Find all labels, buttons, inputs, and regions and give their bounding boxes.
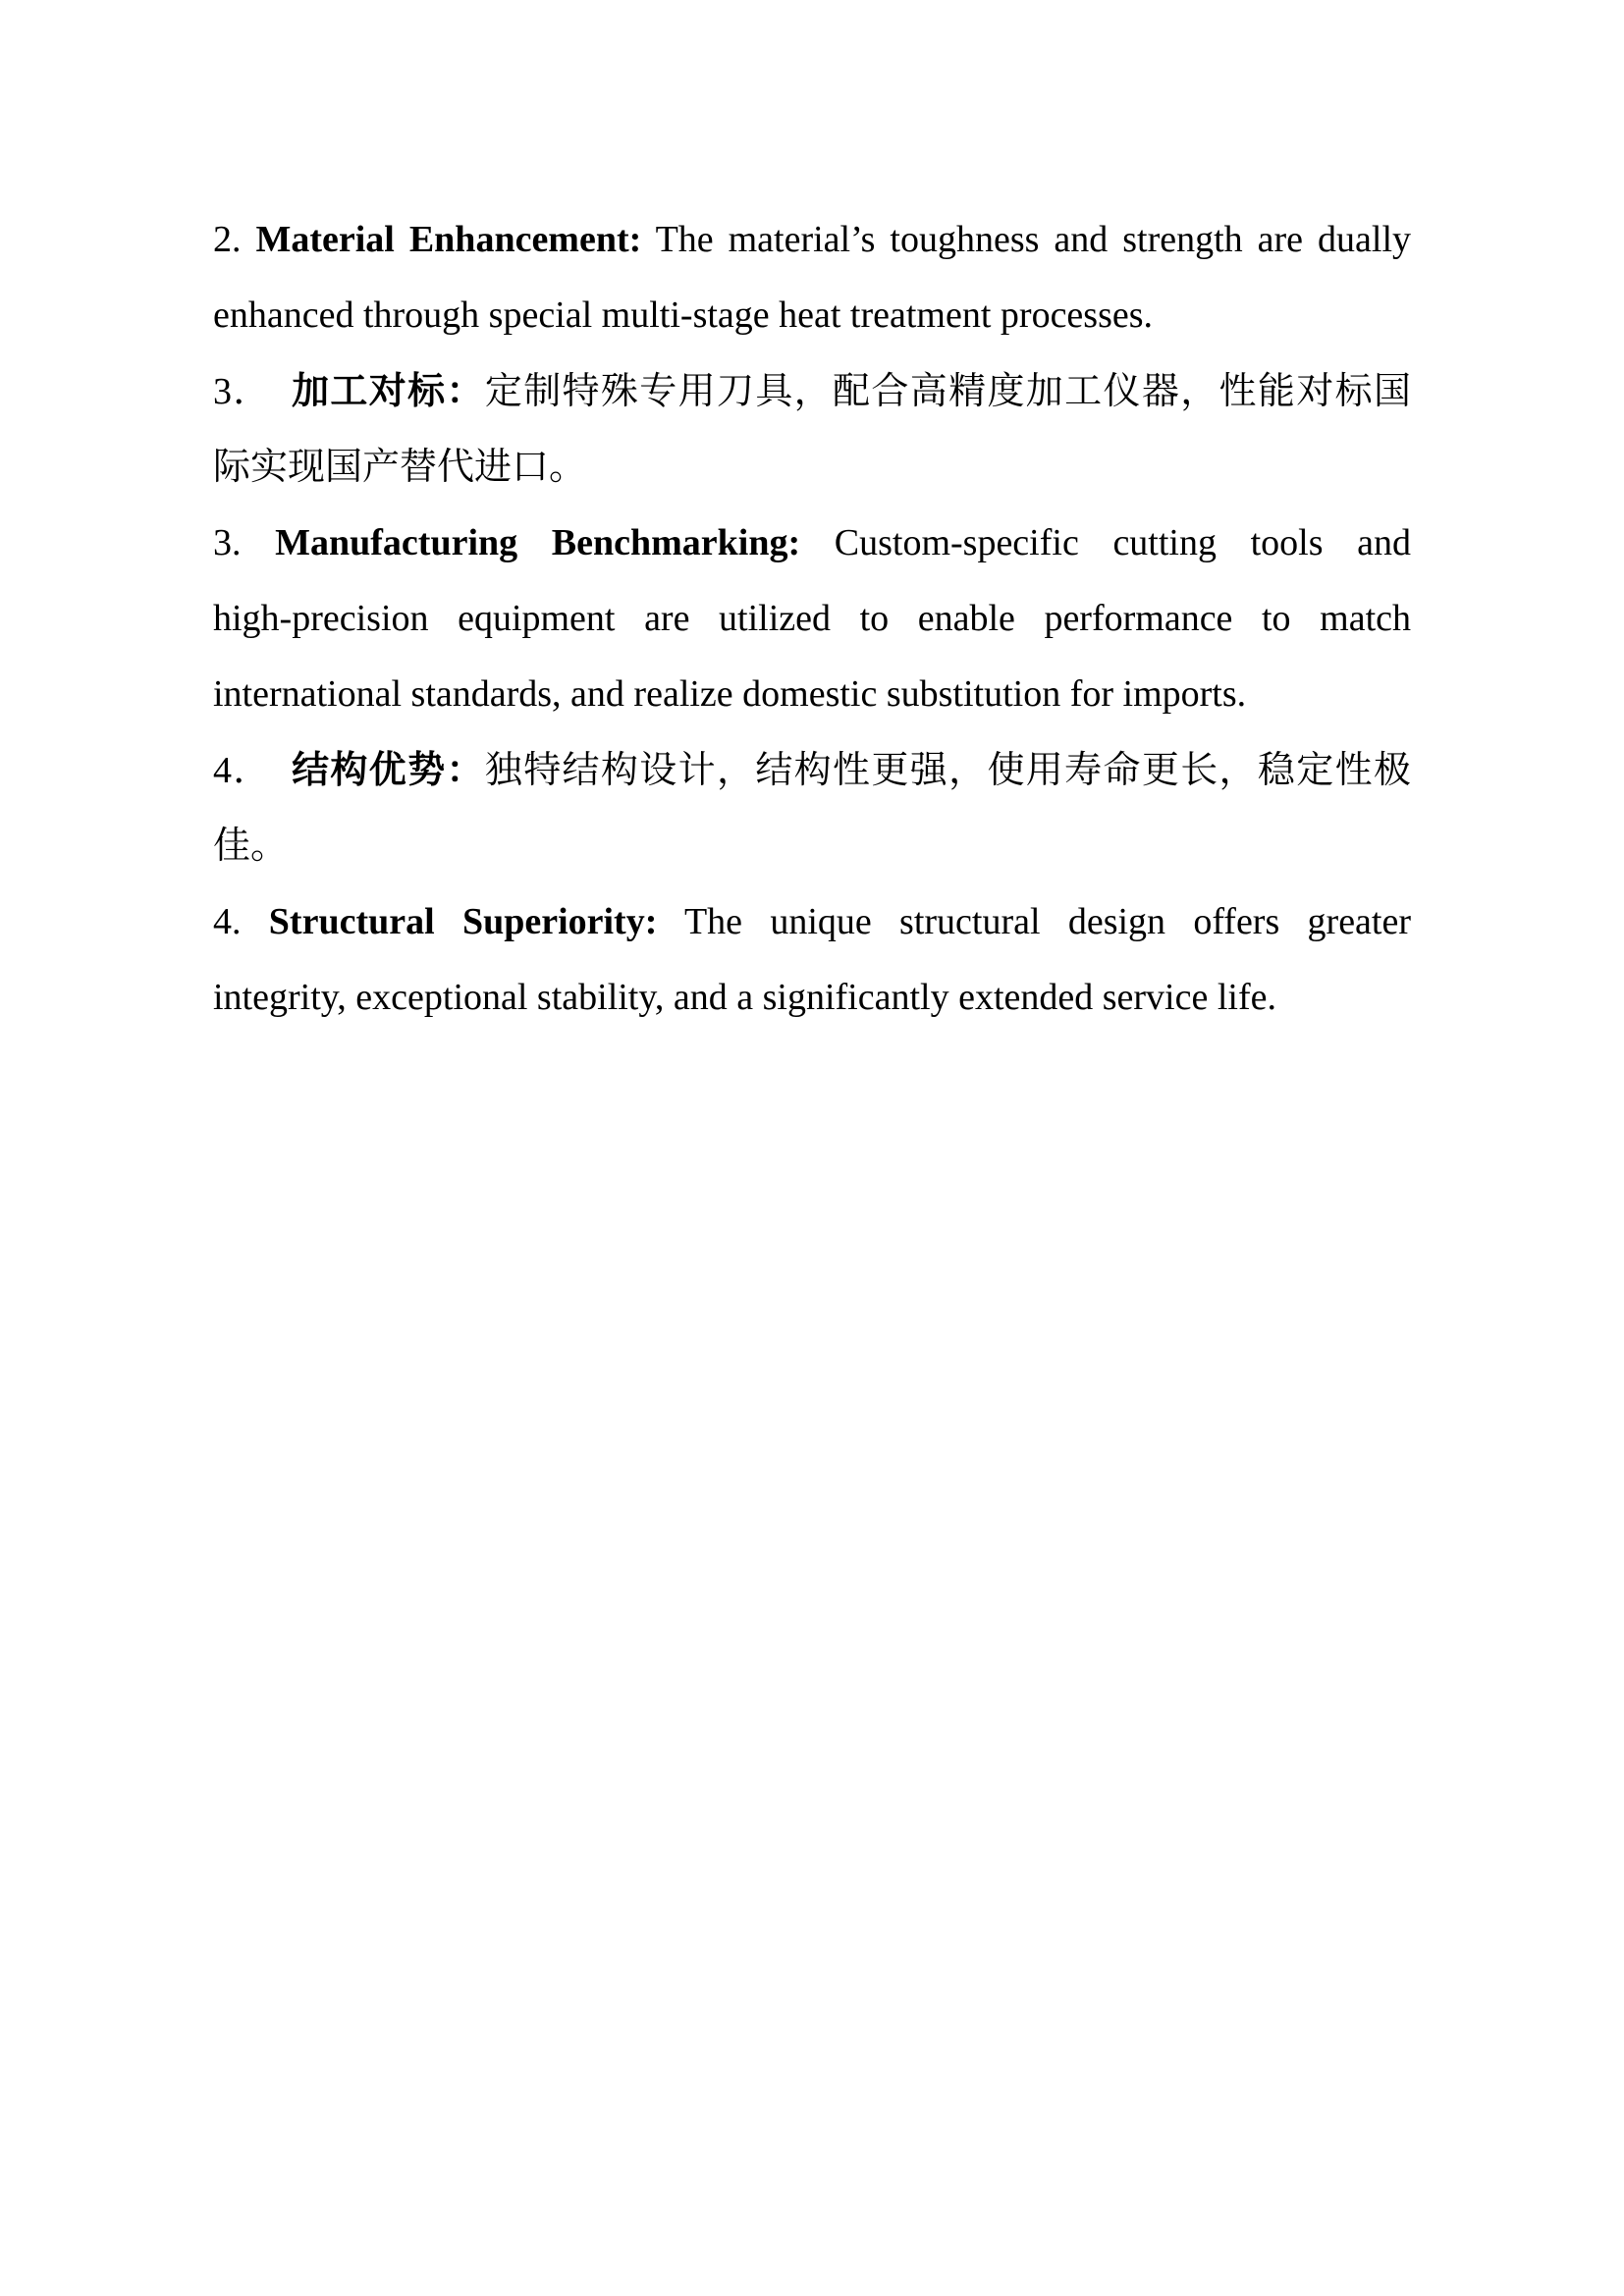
bold-run: Structural Superiority:	[268, 901, 658, 942]
list-number: 4.	[213, 901, 269, 942]
paragraph-item-3-en	[213, 506, 1411, 732]
bold-run: Manufacturing Benchmarking:	[275, 522, 801, 563]
bold-run: 加工对标：	[292, 369, 485, 412]
text-run: 际实现国产替代进口。	[213, 447, 587, 488]
text-line	[213, 430, 1411, 506]
text-line	[213, 657, 1411, 732]
text-run: enhanced through special multi-stage heat treatment processes.	[213, 294, 1154, 336]
text-line	[213, 353, 1411, 430]
text-run: The unique structural design offers greater	[657, 901, 1411, 942]
text-run: Custom-specific cutting tools and	[800, 522, 1412, 563]
text-line	[213, 506, 1411, 581]
paragraph-item-4-zh	[213, 732, 1411, 884]
text-run: 佳。	[213, 826, 289, 867]
text-line	[213, 202, 1411, 278]
text-run: high-precision equipment are utilized to enable performance to match	[213, 598, 1411, 639]
list-number: 2.	[213, 219, 256, 260]
list-number: 4．	[213, 750, 293, 791]
text-line	[213, 809, 1411, 884]
text-run: 定制特殊专用刀具，配合高精度加工仪器，性能对标国	[484, 371, 1411, 412]
text-run: integrity, exceptional stability, and a significantly extended service life.	[213, 977, 1276, 1018]
text-run: 独特结构设计，结构性更强，使用寿命更长，稳定性极	[484, 750, 1411, 791]
text-line	[213, 884, 1411, 960]
text-run: international standards, and realize domestic substitution for imports.	[213, 673, 1247, 715]
document-body	[213, 202, 1411, 1036]
paragraph-item-4-en	[213, 884, 1411, 1036]
bold-run: 结构优势：	[292, 748, 485, 791]
text-run: The material’s toughness and strength are dually	[641, 219, 1412, 260]
list-number: 3.	[213, 522, 276, 563]
paragraph-item-3-zh	[213, 353, 1411, 506]
text-line	[213, 732, 1411, 809]
list-number: 3．	[213, 371, 293, 412]
paragraph-item-2-en	[213, 202, 1411, 353]
text-line	[213, 278, 1411, 353]
text-line	[213, 960, 1411, 1036]
bold-run: Material Enhancement:	[255, 219, 642, 260]
text-line	[213, 581, 1411, 657]
